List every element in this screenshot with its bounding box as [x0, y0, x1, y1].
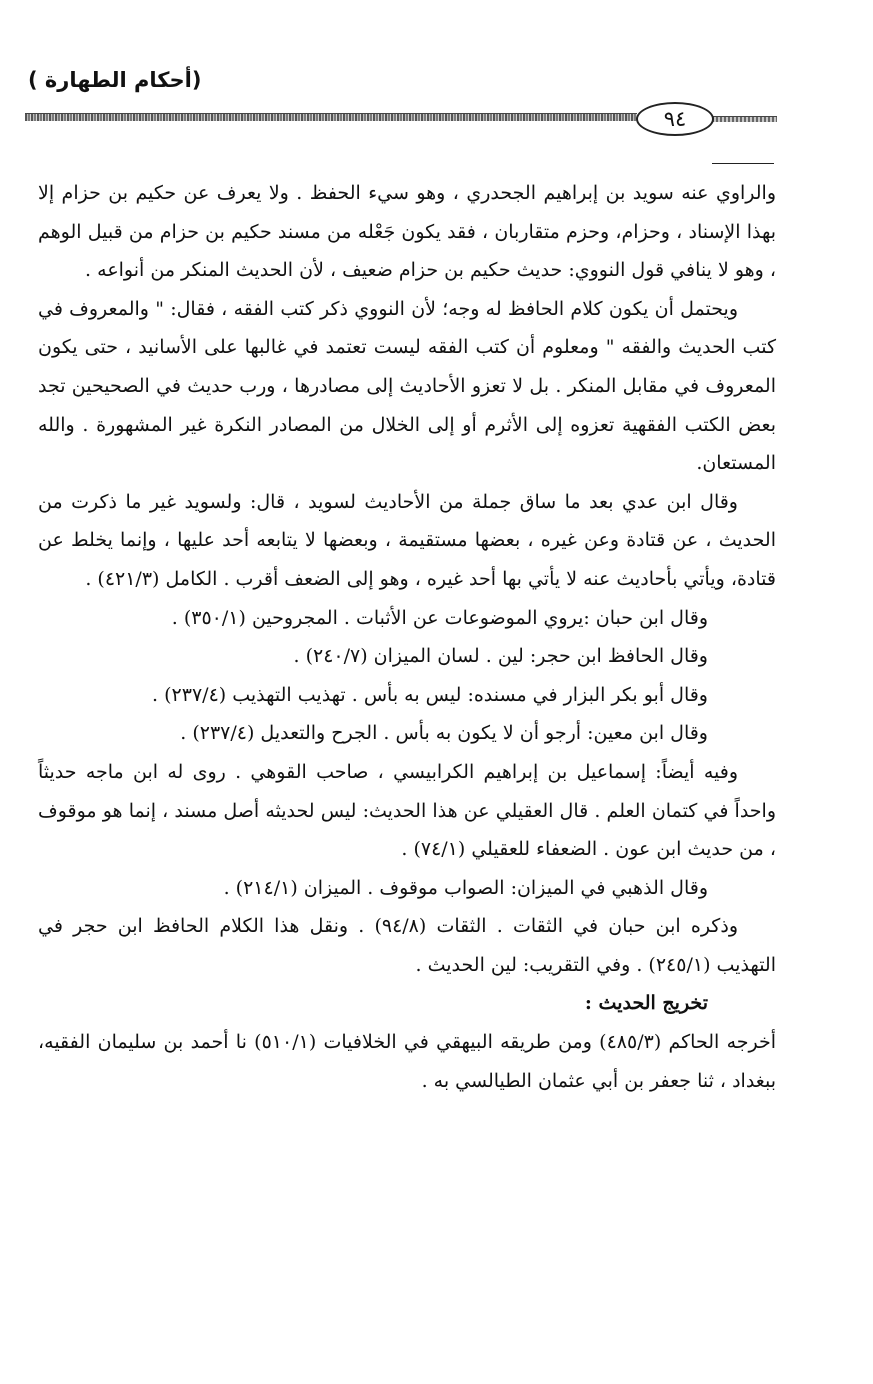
- paragraph: وقال ابن عدي بعد ما ساق جملة من الأحاديث لسويد ، قال: ولسويد غير ما ذكرت من الحديث ، عن قتادة وعن غيره ، بعضها مستقيمة ، وبعضها لا يتابعه أحد عليها ، وإنما يخلط عن قتادة، ويأتي بأحاديث عنه لا يأتي بها أحد غيره ، وهو إلى الضعف أقرب . الكامل (٤٢١/٣) .: [38, 490, 776, 590]
- section-heading: تخريج الحديث :: [584, 992, 708, 1015]
- paragraph: وقال ابن معين: أرجو أن لا يكون به بأس . الجرح والتعديل (٢٣٧/٤) .: [180, 722, 708, 745]
- page-number: ٩٤: [636, 102, 714, 136]
- header-rule: [25, 113, 637, 121]
- paragraph: والراوي عنه سويد بن إبراهيم الجحدري ، وهو سيء الحفظ . ولا يعرف عن حكيم بن حزام إلا بهذا الإسناد ، وحزام، وحزم متقاربان ، فقد يكون جَعْله من مسند حكيم بن حزام من قبيل الوهم ، وهو لا ينافي قول النووي: حديث حكيم بن حزام ضعيف ، لأن الحديث المنكر من أنواعه .: [38, 182, 777, 282]
- paragraph: وقال الحافظ ابن حجر: لين . لسان الميزان (٢٤٠/٧) .: [293, 645, 708, 668]
- paragraph: وقال الذهبي في الميزان: الصواب موقوف . الميزان (٢١٤/١) .: [223, 876, 708, 899]
- paragraph: وقال ابن حبان :يروي الموضوعات عن الأثبات . المجروحين (٣٥٠/١) .: [171, 606, 708, 629]
- takhrij-paragraph: أخرجه الحاكم (٤٨٥/٣) ومن طريقه البيهقي في الخلافيات (٥١٠/١) نا أحمد بن سليمان الفقيه، ببغداد ، ثنا جعفر بن أبي عثمان الطيالسي به .: [38, 1031, 777, 1092]
- paragraph: وذكره ابن حبان في الثقات . الثقات (٩٤/٨) . ونقل هذا الكلام الحافظ ابن حجر في التهذيب (٢٤٥/١) . وفي التقريب: لين الحديث .: [38, 915, 776, 976]
- footnote-separator: [712, 163, 774, 164]
- page-body: [38, 174, 776, 1100]
- paragraph: وقال أبو بكر البزار في مسنده: ليس به بأس . تهذيب التهذيب (٢٣٧/٤) .: [152, 683, 708, 706]
- paragraph: وفيه أيضاً: إسماعيل بن إبراهيم الكرابيسي ، صاحب القوهي . روى له ابن ماجه حديثاً واحداً في كتمان العلم . قال العقيلي عن هذا الحديث: ليس لحديثه أصل مسند ، إنما هو موقوف ، من حديث ابن عون . الضعفاء للعقيلي (٧٤/١) .: [38, 760, 776, 861]
- book-title: (أحكام الطهارة ): [28, 68, 202, 92]
- paragraph: ويحتمل أن يكون كلام الحافظ له وجه؛ لأن النووي ذكر كتب الفقه ، فقال: " والمعروف في كتب الحديث والفقه " ومعلوم أن كتب الفقه ليست تعتمد في غالبها على الأسانيد ، حتى يكون المعروف في مقابل المنكر . بل لا تعزو الأحاديث إلى مصادرها ، ورب حديث في الصحيحين تجد بعض الكتب الفقهية تعزوه إلى الأثرم أو إلى الخلال من المصادر النكرة غير المشهورة . والله المستعان.: [38, 297, 776, 475]
- header-rule-right: [712, 116, 777, 122]
